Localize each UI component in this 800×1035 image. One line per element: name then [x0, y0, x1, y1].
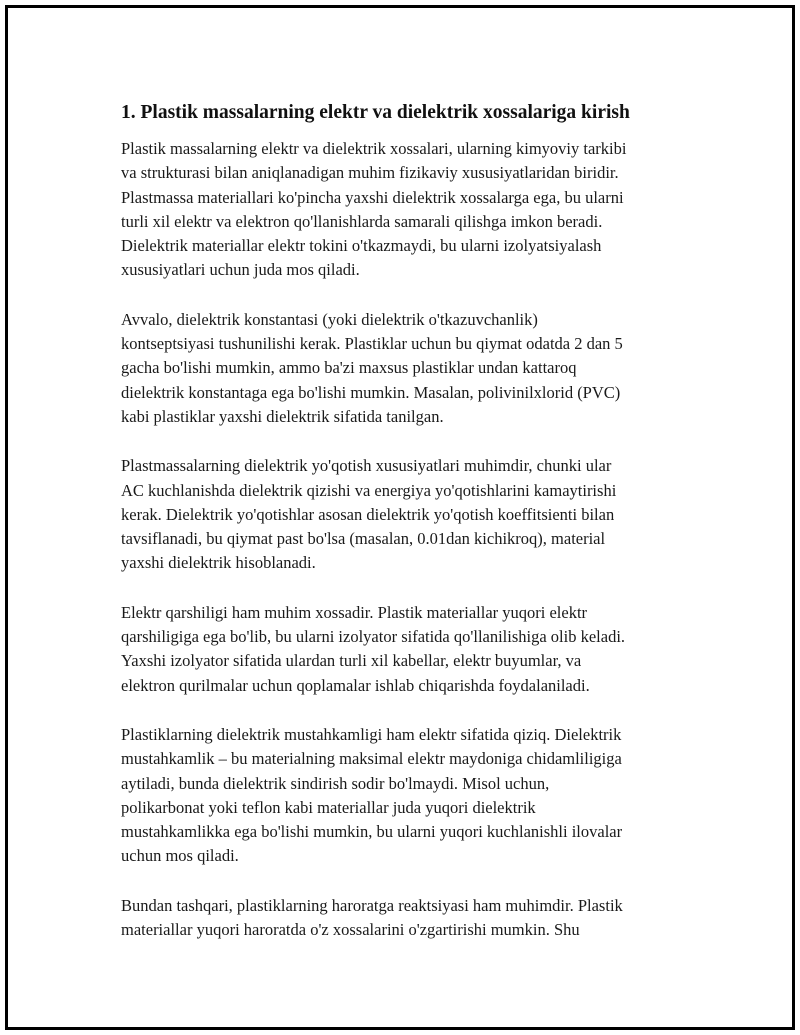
paragraph: [121, 601, 691, 698]
paragraph-line: dielektrik konstantaga ega bo'lishi mumkin. Masalan, polivinilxlorid (PVC): [121, 382, 621, 402]
paragraph-line: kerak. Dielektrik yo'qotishlar asosan dielektrik yo'qotish koeffitsienti bilan: [121, 504, 615, 524]
paragraph: [121, 308, 691, 429]
paragraph-line: kabi plastiklar yaxshi dielektrik sifatida tanilgan.: [121, 406, 444, 426]
paragraph-line: Dielektrik materiallar elektr tokini o'tkazmaydi, bu ularni izolyatsiyalash: [121, 236, 602, 256]
paragraph-line: mustahkamlikka ega bo'lishi mumkin, bu ularni yuqori kuchlanishli ilovalar: [121, 822, 623, 842]
paragraph-line: Bundan tashqari, plastiklarning haroratga reaktsiyasi ham muhimdir. Plastik: [121, 895, 623, 915]
paragraph-line: elektron qurilmalar uchun qoplamalar ishlab chiqarishda foydalaniladi.: [121, 675, 590, 695]
paragraph: [121, 894, 691, 943]
paragraph: [121, 723, 691, 869]
paragraph-line: uchun mos qiladi.: [121, 846, 239, 866]
paragraph-line: AC kuchlanishda dielektrik qizishi va energiya yo'qotishlarini kamaytirishi: [121, 480, 617, 500]
paragraph-line: Avvalo, dielektrik konstantasi (yoki dielektrik o'tkazuvchanlik): [121, 309, 538, 329]
paragraph-line: materiallar yuqori haroratda o'z xossalarini o'zgartirishi mumkin. Shu: [121, 920, 580, 940]
document-body: [121, 99, 691, 967]
paragraph-line: gacha bo'lishi mumkin, ammo ba'zi maxsus plastiklar undan kattaroq: [121, 358, 577, 378]
section-heading: 1. Plastik massalarning elektr va dielektrik xossalariga kirish: [121, 102, 630, 123]
paragraph-line: Plastik massalarning elektr va dielektrik xossalari, ularning kimyoviy tarkibi: [121, 139, 627, 158]
paragraph-line: tavsiflanadi, bu qiymat past bo'lsa (masalan, 0.01dan kichikroq), material: [121, 529, 606, 549]
paragraph-line: Plastmassalarning dielektrik yo'qotish xususiyatlari muhimdir, chunki ular: [121, 456, 612, 476]
paragraph-line: turli xil elektr va elektron qo'llanishlarda samarali qilishga imkon beradi.: [121, 211, 603, 231]
paragraph-line: Elektr qarshiligi ham muhim xossadir. Plastik materiallar yuqori elektr: [121, 602, 588, 622]
paragraph-line: va strukturasi bilan aniqlanadigan muhim fizikaviy xususiyatlaridan biridir.: [121, 163, 619, 183]
page-frame: [5, 5, 795, 1030]
paragraph-line: aytiladi, bunda dielektrik sindirish sodir bo'lmaydi. Misol uchun,: [121, 773, 550, 793]
paragraph: [121, 137, 691, 283]
paragraph-line: Yaxshi izolyator sifatida ulardan turli xil kabellar, elektr buyumlar, va: [121, 651, 582, 671]
paragraph-line: yaxshi dielektrik hisoblanadi.: [121, 553, 316, 573]
paragraph-line: qarshiligiga ega bo'lib, bu ularni izolyator sifatida qo'llanilishiga olib keladi.: [121, 627, 626, 647]
paragraph-line: polikarbonat yoki teflon kabi materiallar juda yuqori dielektrik: [121, 797, 536, 817]
paragraph-line: kontseptsiyasi tushunilishi kerak. Plastiklar uchun bu qiymat odatda 2 dan 5: [121, 334, 623, 354]
paragraph-line: Plastmassa materiallari ko'pincha yaxshi dielektrik xossalarga ega, bu ularni: [121, 187, 624, 207]
paragraph-list: [121, 137, 691, 942]
paragraph-line: Plastiklarning dielektrik mustahkamligi ham elektr sifatida qiziq. Dielektrik: [121, 724, 622, 744]
paragraph-line: mustahkamlik – bu materialning maksimal elektr maydoniga chidamliligiga: [121, 749, 622, 769]
paragraph-line: xususiyatlari uchun juda mos qiladi.: [121, 260, 360, 280]
paragraph: [121, 454, 691, 575]
